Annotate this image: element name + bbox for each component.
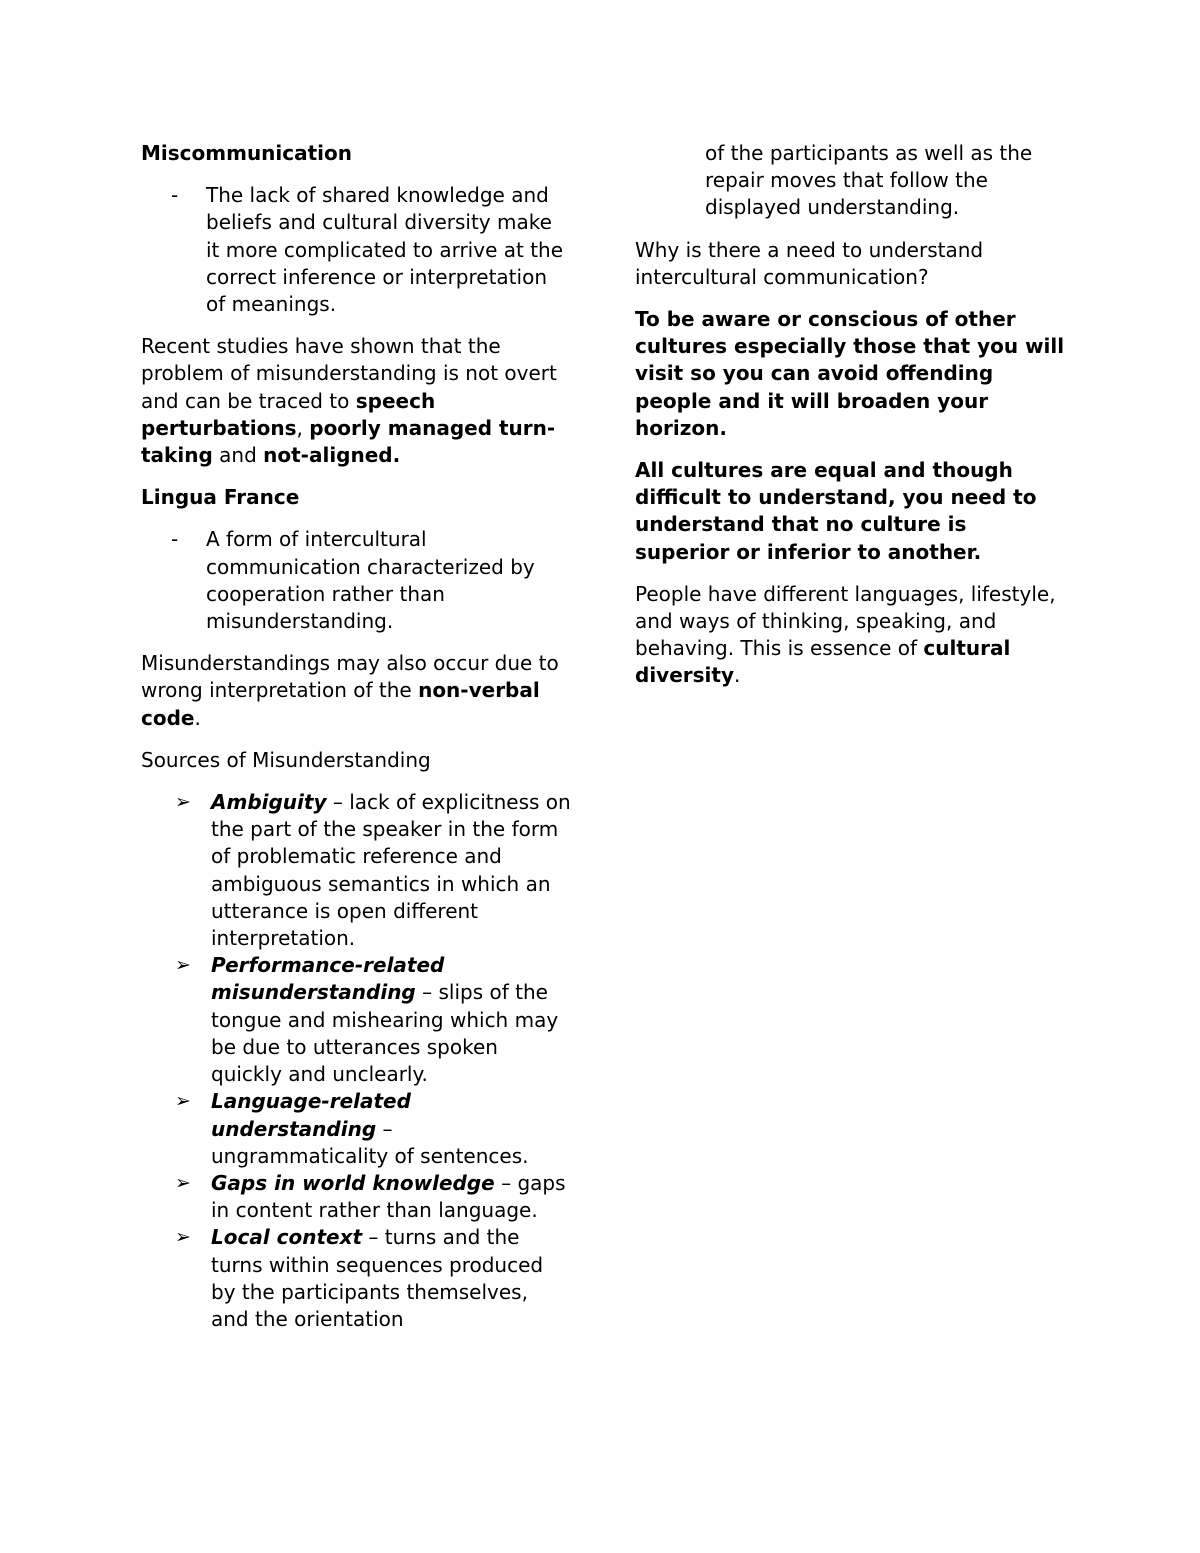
miscommunication-list xyxy=(141,182,571,318)
left-column xyxy=(141,140,571,1333)
lingua-list xyxy=(141,526,571,635)
text-span: People have different languages, lifestyle, and ways of thinking, speaking, and behaving. This is essence of xyxy=(635,581,1056,661)
text-span: , xyxy=(296,415,310,440)
source-term: Performance-related misunderstanding xyxy=(211,953,445,1005)
source-description: – turns and the turns within sequences produced by the participants themselves, and the orientation xyxy=(211,1225,544,1331)
bold-term: non-verbal code xyxy=(141,678,540,730)
text-span: . xyxy=(734,663,741,688)
dash-bullet: - xyxy=(171,183,179,208)
bold-term: cultural diversity xyxy=(635,636,1011,688)
question-paragraph: Why is there a need to understand intercultural communication? xyxy=(635,237,984,289)
nonverbal-paragraph xyxy=(141,650,571,732)
arrow-bullet-icon: ➢ xyxy=(175,954,191,977)
list-item xyxy=(141,526,571,635)
source-item xyxy=(141,1088,571,1170)
source-item xyxy=(141,789,571,952)
diversity-paragraph xyxy=(635,581,1065,690)
dash-bullet: - xyxy=(171,527,179,552)
text-span: and xyxy=(212,443,264,468)
source-description: – ungrammaticality of sentences. xyxy=(211,1116,529,1168)
bold-term: not-aligned. xyxy=(263,443,401,468)
sources-list xyxy=(141,789,571,1333)
text-span: Misunderstandings may also occur due to wrong interpretation of the xyxy=(141,651,559,703)
source-term: Ambiguity xyxy=(211,790,327,815)
answer-paragraph-2: All cultures are equal and though difficult to understand, you need to understand that no culture is superior or inferior to another. xyxy=(635,458,1037,564)
miscommunication-heading: Miscommunication xyxy=(141,141,353,165)
bold-term: speech perturbations xyxy=(141,388,436,440)
source-term: Language-related understanding xyxy=(211,1089,411,1141)
right-column xyxy=(635,140,1065,705)
answer-paragraph-1: To be aware or conscious of other cultures especially those that you will visit so you can avoid offending people and it will broaden your horizon. xyxy=(635,307,1065,440)
text-span: Recent studies have shown that the problem of misunderstanding is not overt and can be traced to xyxy=(141,334,557,413)
arrow-bullet-icon: ➢ xyxy=(175,1226,191,1249)
source-term: Local context xyxy=(211,1225,363,1250)
local-context-continuation: of the participants as well as the repair moves that follow the displayed understanding. xyxy=(705,141,1033,220)
sources-heading: Sources of Misunderstanding xyxy=(141,747,431,772)
bold-term: poorly managed turn-taking xyxy=(141,415,556,468)
source-item xyxy=(141,1224,571,1333)
source-description: – gaps in content rather than language. xyxy=(211,1170,566,1223)
arrow-bullet-icon: ➢ xyxy=(175,791,191,814)
lingua-definition: A form of intercultural communication characterized by cooperation rather than misunderstanding. xyxy=(206,527,535,634)
arrow-bullet-icon: ➢ xyxy=(175,1171,191,1194)
source-term: Gaps in world knowledge xyxy=(211,1170,495,1195)
arrow-bullet-icon: ➢ xyxy=(175,1090,191,1113)
miscommunication-definition: The lack of shared knowledge and beliefs and cultural diversity make it more complicated to arrive at the correct inference or interpretation of meanings. xyxy=(206,183,564,317)
lingua-heading: Lingua France xyxy=(141,485,300,510)
source-description: – lack of explicitness on the part of the speaker in the form of problematic reference and ambiguous semantics in which an utterance is open different interpretation. xyxy=(211,790,571,951)
source-description: – slips of the tongue and mishearing which may be due to utterances spoken quickly and unclearly. xyxy=(211,980,559,1087)
source-item xyxy=(141,1170,571,1224)
recent-studies-paragraph xyxy=(141,333,571,469)
list-item xyxy=(141,182,571,318)
source-item xyxy=(141,952,571,1088)
text-span: . xyxy=(194,705,201,730)
